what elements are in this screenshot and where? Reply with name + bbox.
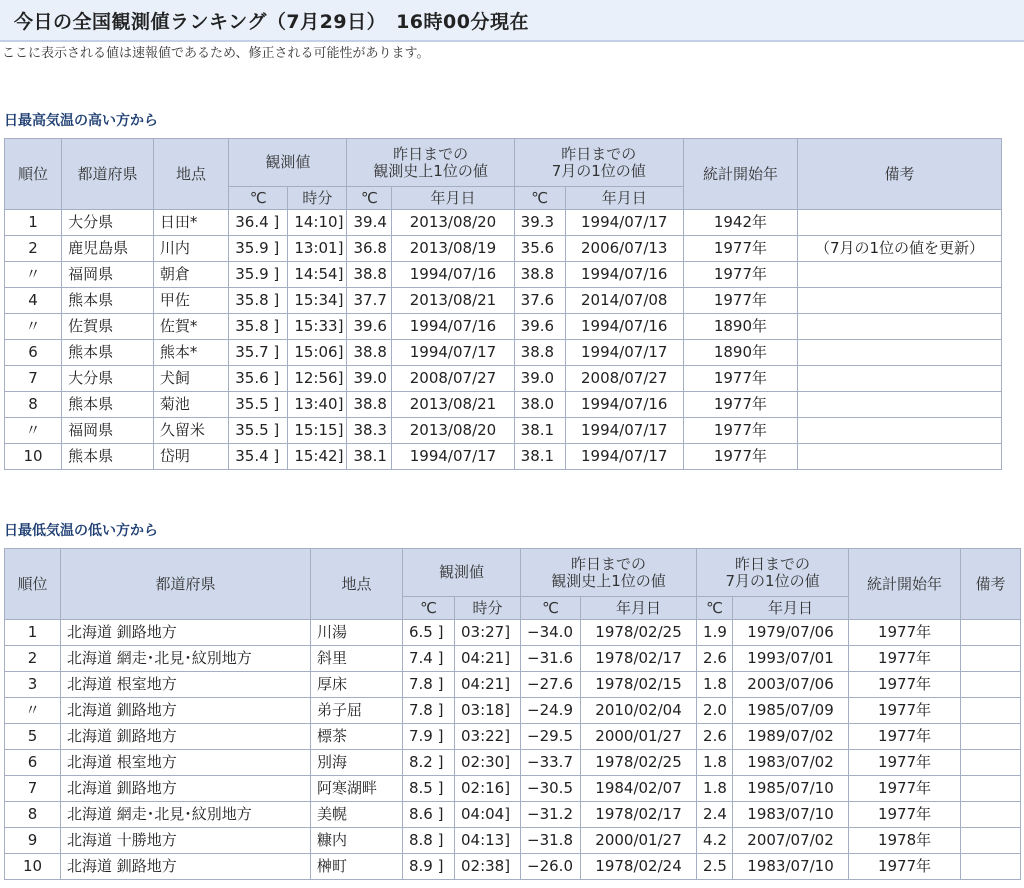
start-year-cell: 1977年: [849, 750, 961, 776]
observed-value-cell: 8.2 ]: [403, 750, 455, 776]
table-row: [5, 620, 1021, 646]
header-remarks: 備考: [798, 139, 1002, 210]
station-cell: 榊町: [311, 854, 403, 880]
historical-date-cell: 2013/08/21: [392, 392, 514, 418]
historical-date-cell: 1994/07/16: [392, 262, 514, 288]
historical-value-cell: −30.5: [521, 776, 581, 802]
historical-date-cell: 2013/08/20: [392, 418, 514, 444]
rank-cell: 〃: [5, 262, 62, 288]
historical-value-cell: 39.0: [347, 366, 392, 392]
remarks-cell: [798, 392, 1002, 418]
start-year-cell: 1890年: [683, 314, 797, 340]
observed-value-cell: 35.6 ]: [229, 366, 288, 392]
remarks-cell: [961, 802, 1021, 828]
observed-time-cell: 02:16]: [455, 776, 521, 802]
subheader-time: 時分: [288, 187, 347, 210]
remarks-cell: [961, 776, 1021, 802]
historical-value-cell: −31.8: [521, 828, 581, 854]
header-observed: 観測値: [229, 139, 347, 187]
historical-value-cell: 37.7: [347, 288, 392, 314]
prefecture-cell: 北海道 網走･北見･紋別地方: [61, 802, 311, 828]
month-date-cell: 1983/07/10: [733, 854, 849, 880]
observed-time-cell: 13:40]: [288, 392, 347, 418]
observed-time-cell: 04:21]: [455, 646, 521, 672]
start-year-cell: 1978年: [849, 828, 961, 854]
remarks-cell: [961, 698, 1021, 724]
header-station: 地点: [311, 549, 403, 620]
month-value-cell: 2.0: [697, 698, 733, 724]
month-date-cell: 1994/07/17: [565, 418, 683, 444]
remarks-cell: [961, 620, 1021, 646]
station-cell: 菊池: [153, 392, 228, 418]
start-year-cell: 1977年: [849, 776, 961, 802]
month-value-cell: 4.2: [697, 828, 733, 854]
table-row: [5, 646, 1021, 672]
month-value-cell: 38.1: [514, 444, 565, 470]
observed-value-cell: 35.5 ]: [229, 418, 288, 444]
historical-value-cell: 38.3: [347, 418, 392, 444]
remarks-cell: [798, 210, 1002, 236]
observed-value-cell: 7.4 ]: [403, 646, 455, 672]
low-temp-section-title: 日最低気温の低い方から: [4, 523, 158, 539]
start-year-cell: 1977年: [683, 392, 797, 418]
prefecture-cell: 北海道 根室地方: [61, 750, 311, 776]
historical-date-cell: 1978/02/17: [581, 646, 697, 672]
rank-cell: 6: [5, 750, 61, 776]
historical-date-cell: 1994/07/16: [392, 314, 514, 340]
month-value-cell: 2.6: [697, 646, 733, 672]
table-row: [5, 724, 1021, 750]
remarks-cell: [798, 366, 1002, 392]
remarks-cell: [798, 444, 1002, 470]
observed-time-cell: 13:01]: [288, 236, 347, 262]
subheader-celsius: ℃: [229, 187, 288, 210]
station-cell: 佐賀*: [153, 314, 228, 340]
month-date-cell: 2008/07/27: [565, 366, 683, 392]
page-title: 今日の全国観測値ランキング（7月29日） 16時00分現在: [14, 11, 529, 33]
rank-cell: 10: [5, 444, 62, 470]
header-remarks: 備考: [961, 549, 1021, 620]
observed-value-cell: 7.8 ]: [403, 672, 455, 698]
remarks-cell: [798, 288, 1002, 314]
prefecture-cell: 佐賀県: [62, 314, 154, 340]
month-value-cell: 2.4: [697, 802, 733, 828]
month-date-cell: 1994/07/17: [565, 340, 683, 366]
high-temp-ranking-table: [4, 138, 1002, 470]
table-row: [5, 750, 1021, 776]
table-row: [5, 854, 1021, 880]
station-cell: 甲佐: [153, 288, 228, 314]
month-value-cell: 2.5: [697, 854, 733, 880]
historical-date-cell: 1994/07/17: [392, 340, 514, 366]
rank-cell: 2: [5, 646, 61, 672]
rank-cell: 7: [5, 776, 61, 802]
table-row: [5, 802, 1021, 828]
header-rank: 順位: [5, 549, 61, 620]
month-value-cell: 39.3: [514, 210, 565, 236]
month-date-cell: 1989/07/02: [733, 724, 849, 750]
rank-cell: 〃: [5, 314, 62, 340]
start-year-cell: 1977年: [683, 418, 797, 444]
header-month-record: 昨日までの 7月の1位の値: [514, 139, 683, 187]
station-cell: 美幌: [311, 802, 403, 828]
historical-value-cell: 36.8: [347, 236, 392, 262]
observed-time-cell: 14:10]: [288, 210, 347, 236]
station-cell: 日田*: [153, 210, 228, 236]
prefecture-cell: 北海道 網走･北見･紋別地方: [61, 646, 311, 672]
station-cell: 川内: [153, 236, 228, 262]
month-value-cell: 1.8: [697, 776, 733, 802]
historical-value-cell: −34.0: [521, 620, 581, 646]
historical-value-cell: 39.4: [347, 210, 392, 236]
historical-date-cell: 1978/02/15: [581, 672, 697, 698]
prefecture-cell: 熊本県: [62, 392, 154, 418]
station-cell: 川湯: [311, 620, 403, 646]
prefecture-cell: 北海道 釧路地方: [61, 620, 311, 646]
start-year-cell: 1977年: [849, 672, 961, 698]
observed-value-cell: 35.9 ]: [229, 236, 288, 262]
header-month-record: 昨日までの 7月の1位の値: [697, 549, 849, 597]
historical-value-cell: −26.0: [521, 854, 581, 880]
month-date-cell: 1993/07/01: [733, 646, 849, 672]
observed-value-cell: 8.9 ]: [403, 854, 455, 880]
low-table-body: [5, 620, 1021, 880]
prefecture-cell: 熊本県: [62, 288, 154, 314]
month-value-cell: 38.1: [514, 418, 565, 444]
high-table-header: [5, 139, 1002, 210]
month-date-cell: 1985/07/09: [733, 698, 849, 724]
historical-value-cell: −31.2: [521, 802, 581, 828]
station-cell: 標茶: [311, 724, 403, 750]
prefecture-cell: 北海道 根室地方: [61, 672, 311, 698]
rank-cell: 10: [5, 854, 61, 880]
disclaimer-note: ここに表示される値は速報値であるため、修正される可能性があります。: [2, 46, 430, 61]
remarks-cell: [798, 340, 1002, 366]
observed-time-cell: 03:27]: [455, 620, 521, 646]
header-prefecture: 都道府県: [61, 549, 311, 620]
month-date-cell: 1994/07/17: [565, 210, 683, 236]
prefecture-cell: 北海道 十勝地方: [61, 828, 311, 854]
header-station: 地点: [153, 139, 228, 210]
table-row: [5, 366, 1002, 392]
header-rank: 順位: [5, 139, 62, 210]
historical-value-cell: −31.6: [521, 646, 581, 672]
start-year-cell: 1977年: [849, 802, 961, 828]
table-row: [5, 340, 1002, 366]
observed-value-cell: 8.6 ]: [403, 802, 455, 828]
station-cell: 弟子屈: [311, 698, 403, 724]
remarks-cell: [798, 314, 1002, 340]
observed-value-cell: 8.5 ]: [403, 776, 455, 802]
rank-cell: 〃: [5, 698, 61, 724]
prefecture-cell: 福岡県: [62, 418, 154, 444]
month-value-cell: 35.6: [514, 236, 565, 262]
rank-cell: 1: [5, 620, 61, 646]
month-date-cell: 2014/07/08: [565, 288, 683, 314]
header-prefecture: 都道府県: [62, 139, 154, 210]
station-cell: 熊本*: [153, 340, 228, 366]
observed-time-cell: 15:06]: [288, 340, 347, 366]
table-row: [5, 418, 1002, 444]
month-date-cell: 1994/07/16: [565, 314, 683, 340]
historical-value-cell: −33.7: [521, 750, 581, 776]
prefecture-cell: 大分県: [62, 366, 154, 392]
historical-date-cell: 2013/08/19: [392, 236, 514, 262]
observed-time-cell: 15:15]: [288, 418, 347, 444]
station-cell: 朝倉: [153, 262, 228, 288]
historical-value-cell: 38.8: [347, 340, 392, 366]
month-date-cell: 1985/07/10: [733, 776, 849, 802]
month-value-cell: 37.6: [514, 288, 565, 314]
month-value-cell: 38.8: [514, 262, 565, 288]
table-row: [5, 262, 1002, 288]
month-value-cell: 1.8: [697, 750, 733, 776]
month-date-cell: 1994/07/16: [565, 262, 683, 288]
station-cell: 阿寒湖畔: [311, 776, 403, 802]
observed-time-cell: 14:54]: [288, 262, 347, 288]
observed-value-cell: 35.4 ]: [229, 444, 288, 470]
station-cell: 岱明: [153, 444, 228, 470]
observed-time-cell: 02:38]: [455, 854, 521, 880]
observed-time-cell: 02:30]: [455, 750, 521, 776]
observed-value-cell: 6.5 ]: [403, 620, 455, 646]
observed-value-cell: 8.8 ]: [403, 828, 455, 854]
month-value-cell: 2.6: [697, 724, 733, 750]
low-temp-ranking-table: [4, 548, 1021, 880]
rank-cell: 8: [5, 802, 61, 828]
historical-date-cell: 2000/01/27: [581, 724, 697, 750]
start-year-cell: 1977年: [849, 854, 961, 880]
historical-value-cell: 38.8: [347, 392, 392, 418]
remarks-cell: [961, 672, 1021, 698]
start-year-cell: 1977年: [683, 288, 797, 314]
rank-cell: 7: [5, 366, 62, 392]
subheader-celsius: ℃: [403, 597, 455, 620]
remarks-cell: （7月の1位の値を更新）: [798, 236, 1002, 262]
historical-date-cell: 2000/01/27: [581, 828, 697, 854]
low-table-header: [5, 549, 1021, 620]
station-cell: 犬飼: [153, 366, 228, 392]
subheader-date: 年月日: [733, 597, 849, 620]
rank-cell: 9: [5, 828, 61, 854]
header-start-year: 統計開始年: [849, 549, 961, 620]
prefecture-cell: 鹿児島県: [62, 236, 154, 262]
header-start-year: 統計開始年: [683, 139, 797, 210]
title-bar: [0, 0, 1024, 42]
observed-time-cell: 04:13]: [455, 828, 521, 854]
table-row: [5, 236, 1002, 262]
prefecture-cell: 北海道 釧路地方: [61, 854, 311, 880]
month-value-cell: 38.8: [514, 340, 565, 366]
start-year-cell: 1977年: [849, 724, 961, 750]
month-date-cell: 1979/07/06: [733, 620, 849, 646]
historical-value-cell: −27.6: [521, 672, 581, 698]
rank-cell: 5: [5, 724, 61, 750]
remarks-cell: [961, 646, 1021, 672]
observed-time-cell: 03:18]: [455, 698, 521, 724]
subheader-celsius: ℃: [347, 187, 392, 210]
historical-date-cell: 1978/02/25: [581, 750, 697, 776]
table-row: [5, 444, 1002, 470]
high-table-body: [5, 210, 1002, 470]
start-year-cell: 1977年: [849, 620, 961, 646]
historical-date-cell: 1984/02/07: [581, 776, 697, 802]
prefecture-cell: 熊本県: [62, 340, 154, 366]
table-row: [5, 776, 1021, 802]
historical-date-cell: 2008/07/27: [392, 366, 514, 392]
month-value-cell: 39.6: [514, 314, 565, 340]
rank-cell: 3: [5, 672, 61, 698]
month-date-cell: 1994/07/16: [565, 392, 683, 418]
prefecture-cell: 北海道 釧路地方: [61, 698, 311, 724]
month-value-cell: 39.0: [514, 366, 565, 392]
observed-time-cell: 15:42]: [288, 444, 347, 470]
remarks-cell: [798, 418, 1002, 444]
historical-date-cell: 1994/07/17: [392, 444, 514, 470]
historical-date-cell: 2010/02/04: [581, 698, 697, 724]
high-temp-section-title: 日最高気温の高い方から: [4, 113, 158, 129]
observed-time-cell: 15:33]: [288, 314, 347, 340]
table-row: [5, 672, 1021, 698]
prefecture-cell: 熊本県: [62, 444, 154, 470]
station-cell: 久留米: [153, 418, 228, 444]
prefecture-cell: 北海道 釧路地方: [61, 776, 311, 802]
subheader-date: 年月日: [581, 597, 697, 620]
observed-time-cell: 04:04]: [455, 802, 521, 828]
observed-value-cell: 35.5 ]: [229, 392, 288, 418]
start-year-cell: 1977年: [849, 698, 961, 724]
historical-value-cell: −29.5: [521, 724, 581, 750]
month-date-cell: 2006/07/13: [565, 236, 683, 262]
month-date-cell: 1994/07/17: [565, 444, 683, 470]
header-observed: 観測値: [403, 549, 521, 597]
observed-time-cell: 04:21]: [455, 672, 521, 698]
observed-time-cell: 12:56]: [288, 366, 347, 392]
start-year-cell: 1977年: [849, 646, 961, 672]
start-year-cell: 1890年: [683, 340, 797, 366]
historical-date-cell: 2013/08/21: [392, 288, 514, 314]
subheader-date: 年月日: [565, 187, 683, 210]
historical-date-cell: 1978/02/25: [581, 620, 697, 646]
rank-cell: 4: [5, 288, 62, 314]
observed-time-cell: 15:34]: [288, 288, 347, 314]
rank-cell: 〃: [5, 418, 62, 444]
station-cell: 厚床: [311, 672, 403, 698]
historical-date-cell: 2013/08/20: [392, 210, 514, 236]
historical-value-cell: 39.6: [347, 314, 392, 340]
historical-value-cell: 38.8: [347, 262, 392, 288]
month-date-cell: 1983/07/02: [733, 750, 849, 776]
remarks-cell: [961, 828, 1021, 854]
observed-value-cell: 36.4 ]: [229, 210, 288, 236]
month-date-cell: 2007/07/02: [733, 828, 849, 854]
observed-value-cell: 7.8 ]: [403, 698, 455, 724]
observed-value-cell: 35.8 ]: [229, 314, 288, 340]
start-year-cell: 1977年: [683, 366, 797, 392]
observed-value-cell: 35.8 ]: [229, 288, 288, 314]
table-row: [5, 698, 1021, 724]
station-cell: 斜里: [311, 646, 403, 672]
observed-value-cell: 35.7 ]: [229, 340, 288, 366]
table-row: [5, 314, 1002, 340]
subheader-celsius: ℃: [521, 597, 581, 620]
prefecture-cell: 大分県: [62, 210, 154, 236]
prefecture-cell: 福岡県: [62, 262, 154, 288]
station-cell: 別海: [311, 750, 403, 776]
subheader-date: 年月日: [392, 187, 514, 210]
rank-cell: 1: [5, 210, 62, 236]
rank-cell: 8: [5, 392, 62, 418]
header-historical-record: 昨日までの 観測史上1位の値: [521, 549, 697, 597]
observed-time-cell: 03:22]: [455, 724, 521, 750]
observed-value-cell: 7.9 ]: [403, 724, 455, 750]
month-date-cell: 2003/07/06: [733, 672, 849, 698]
start-year-cell: 1977年: [683, 262, 797, 288]
historical-value-cell: −24.9: [521, 698, 581, 724]
subheader-celsius: ℃: [514, 187, 565, 210]
rank-cell: 6: [5, 340, 62, 366]
remarks-cell: [961, 724, 1021, 750]
month-date-cell: 1983/07/10: [733, 802, 849, 828]
start-year-cell: 1977年: [683, 236, 797, 262]
station-cell: 糠内: [311, 828, 403, 854]
month-value-cell: 1.8: [697, 672, 733, 698]
observed-value-cell: 35.9 ]: [229, 262, 288, 288]
start-year-cell: 1942年: [683, 210, 797, 236]
table-row: [5, 288, 1002, 314]
header-historical-record: 昨日までの 観測史上1位の値: [347, 139, 514, 187]
remarks-cell: [961, 854, 1021, 880]
rank-cell: 2: [5, 236, 62, 262]
historical-date-cell: 1978/02/24: [581, 854, 697, 880]
table-row: [5, 392, 1002, 418]
start-year-cell: 1977年: [683, 444, 797, 470]
month-value-cell: 38.0: [514, 392, 565, 418]
table-row: [5, 828, 1021, 854]
month-value-cell: 1.9: [697, 620, 733, 646]
prefecture-cell: 北海道 釧路地方: [61, 724, 311, 750]
historical-value-cell: 38.1: [347, 444, 392, 470]
table-row: [5, 210, 1002, 236]
remarks-cell: [798, 262, 1002, 288]
subheader-celsius: ℃: [697, 597, 733, 620]
remarks-cell: [961, 750, 1021, 776]
subheader-time: 時分: [455, 597, 521, 620]
historical-date-cell: 1978/02/17: [581, 802, 697, 828]
